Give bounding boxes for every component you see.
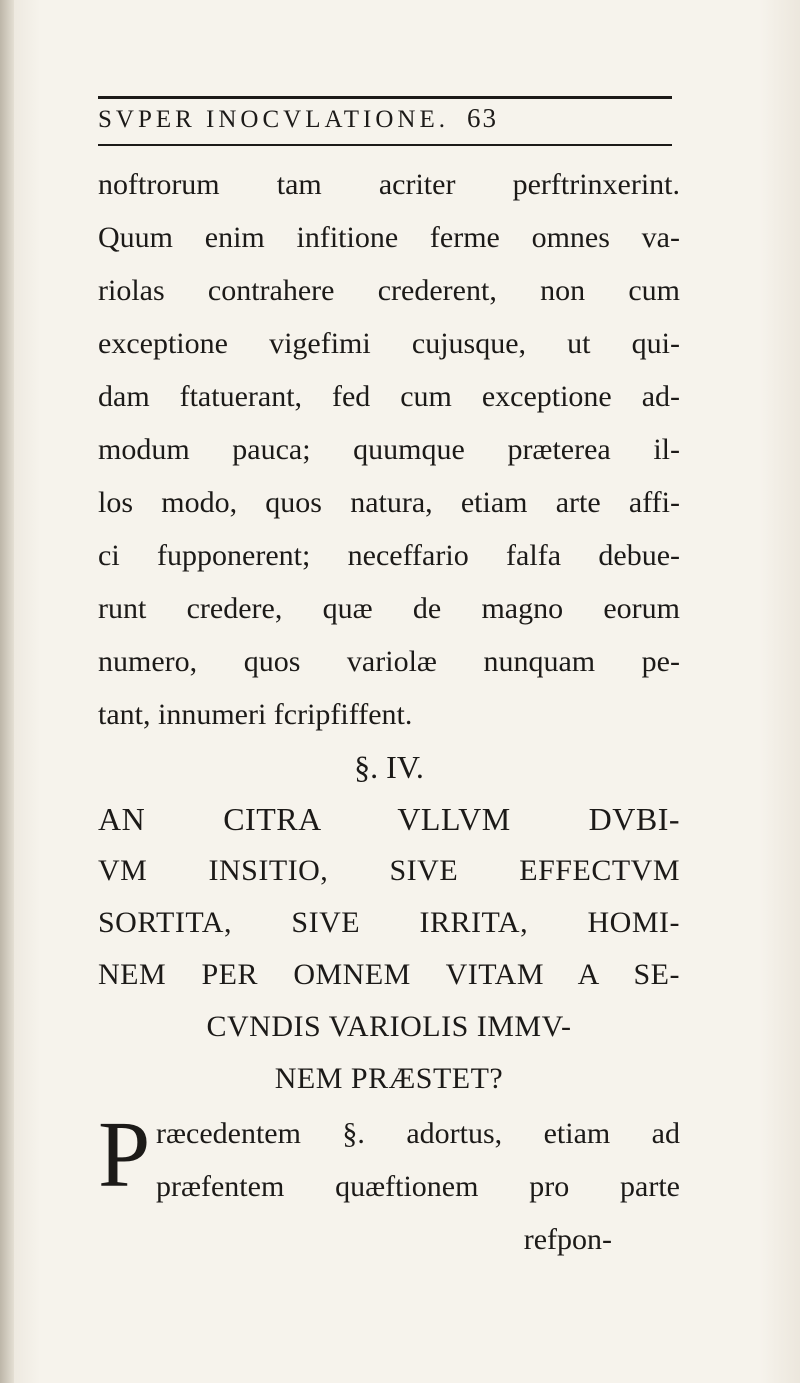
section-number: §. IV. — [354, 749, 424, 785]
page-spine-shadow — [0, 0, 14, 1383]
text-line: præfentem quæftionem pro parte — [156, 1170, 680, 1203]
heading-line: NEM PRÆSTET? — [274, 1062, 504, 1095]
text-line: ræcedentem §. adortus, etiam ad — [156, 1117, 680, 1150]
text-line: numero, quos variolæ nunquam pe- — [98, 645, 680, 678]
catchword: refpon- — [523, 1223, 612, 1256]
text-line: modum pauca; quumque præterea il- — [98, 433, 680, 466]
text-line: Quum enim infitione ferme omnes va- — [98, 221, 680, 254]
heading-line: CVNDIS VARIOLIS IMMV- — [206, 1010, 572, 1043]
heading-line: VM INSITIO, SIVE EFFECTVM — [98, 854, 680, 887]
text-line: tant, innumeri fcripfiffent. — [98, 698, 413, 731]
page-number: 63 — [467, 103, 498, 133]
text-line: dam ftatuerant, fed cum exceptione ad- — [98, 380, 680, 413]
paragraph-2 — [98, 1103, 680, 1266]
heading-line: NEM PER OMNEM VITAM A SE- — [98, 958, 680, 991]
text-line: los modo, quos natura, etiam arte affi- — [98, 486, 680, 519]
heading-line: AN CITRA VLLVM DVBI- — [98, 801, 680, 837]
text-line: runt credere, quæ de magno eorum — [98, 592, 680, 625]
running-head-title: SVPER INOCVLATIONE. — [98, 106, 449, 133]
heading-line: SORTITA, SIVE IRRITA, HOMI- — [98, 906, 680, 939]
paragraph-1 — [98, 158, 680, 741]
text-line: riolas contrahere crederent, non cum — [98, 274, 680, 307]
text-line: noftrorum tam acriter perftrinxerint. — [98, 168, 680, 201]
page-body — [98, 158, 680, 1266]
section-heading — [98, 793, 680, 1105]
header-rule-bottom — [98, 144, 672, 146]
text-line: exceptione vigefimi cujusque, ut qui- — [98, 327, 680, 360]
text-line: ci fupponerent; neceffario falfa debue- — [98, 539, 680, 572]
header-rule-top — [98, 96, 672, 99]
running-head — [98, 103, 672, 143]
drop-cap: P — [98, 1103, 151, 1207]
